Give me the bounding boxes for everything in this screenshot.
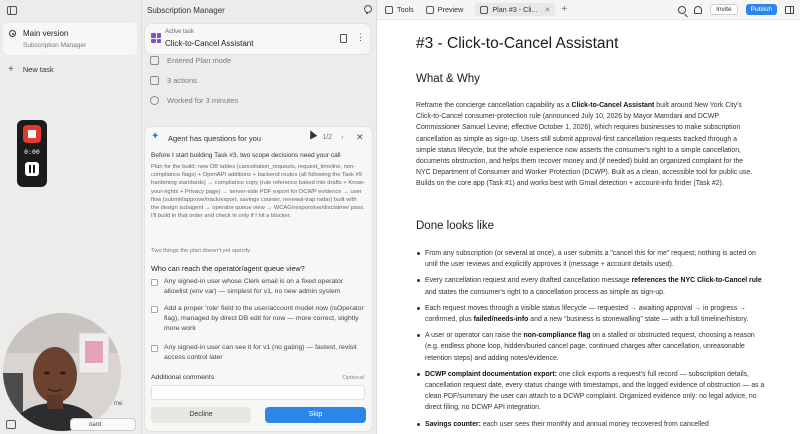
list-item <box>416 419 766 430</box>
questions-title: Agent has questions for you <box>168 133 261 143</box>
para-text: built around New York City's Click-to-Cancel consumer-protection rule (announced July 10, 2026 by Mayor Mamdani and DCWP Commissioner Samuel Levine; effective October 1, 2026), which requires businesses to make subscription cancellation as simple as sign-up. Users still submit approval-first cancellation requests tracked through a simple status lifecycle, but the whole experience now asserts the consumer's right to a simple cancellation, documents obstruction, and helps them recover money and (if needed) build an organized complaint for the NYC Department of Consumer and Worker Protection (DCWP). Built as a clean, accessible tool for public use. Builds on the core app (Task #1) and works best with Gmail detection + account-info finder (Task #2). <box>416 102 753 188</box>
item-text: each user sees their monthly and annual money recovered from cancelled <box>480 420 709 428</box>
plan-mode-icon <box>150 56 159 65</box>
left-sidebar <box>0 0 142 434</box>
item-text: and a new "business is stonewalling" state — with a full timeline/history. <box>528 316 749 324</box>
tools-label: Tools <box>397 5 414 14</box>
skip-button[interactable]: Skip <box>265 407 366 423</box>
para-bold: Click-to-Cancel Assistant <box>571 102 655 109</box>
para-text: Reframe the concierge cancellation capability as a <box>416 102 572 109</box>
list-item <box>416 303 766 325</box>
new-task-label: New task <box>22 65 54 74</box>
stop-recording-button[interactable] <box>23 125 41 143</box>
pause-recording-button[interactable] <box>25 162 39 176</box>
search-icon[interactable] <box>678 6 686 14</box>
item-text: Every cancellation request and every drafted cancellation message <box>425 277 632 285</box>
meta-label: Worked for 3 minutes <box>167 96 239 105</box>
meta-plan-mode <box>150 56 231 65</box>
questions-body <box>151 151 366 220</box>
checkbox[interactable] <box>151 279 158 286</box>
agent-sparkle-icon <box>151 133 161 143</box>
new-tab-icon[interactable]: + <box>561 4 568 15</box>
active-task-label: Active task <box>165 29 195 35</box>
close-tab-icon[interactable]: ✕ <box>544 6 551 14</box>
task-grid-icon <box>151 33 161 43</box>
version-subtitle: Subscription Manager <box>23 42 87 49</box>
tab-plan-3[interactable] <box>475 3 555 16</box>
checkbox[interactable] <box>151 345 158 352</box>
additional-comments-label: Additional comments <box>151 374 215 381</box>
radio-selected-icon <box>9 30 16 37</box>
document-icon <box>480 6 488 14</box>
option-label: Any signed-in user whose Clerk email is on a fixed operator allowlist (env var) — simplest for v1, no new admin system <box>164 278 344 295</box>
webcam-caption: me <box>114 401 123 407</box>
panel-layout-icon[interactable] <box>6 420 16 429</box>
optional-label: Optional <box>342 375 364 381</box>
list-item <box>416 330 766 364</box>
list-item <box>416 248 766 270</box>
tools-button[interactable] <box>385 5 414 14</box>
meta-worked <box>150 96 238 105</box>
tab-label: Plan #3 - Cli... <box>492 5 538 14</box>
monitor-icon <box>426 6 434 14</box>
option-role-field[interactable] <box>151 304 365 334</box>
side-panel-icon[interactable] <box>785 6 794 14</box>
new-task-button[interactable] <box>8 65 54 74</box>
done-heading: Done looks like <box>416 220 494 232</box>
prev-question-icon[interactable]: ‹ <box>311 134 314 141</box>
top-toolbar <box>377 0 800 20</box>
item-bold: non-compliance flag <box>523 332 591 340</box>
what-why-heading: What & Why <box>416 73 480 85</box>
what-why-paragraph <box>416 100 756 190</box>
notifications-icon[interactable] <box>694 6 702 14</box>
actions-icon <box>150 76 159 85</box>
plan-summary: Plan for the build: new DB tables (cancellation_requests, request_timeline, non-compliance flags) + OpenAPI additions + backend routes (all following the Task #9 hardening standards) → compliance copy (rule reference baked into drafts + Know-your-rights + Privacy page) → server-side PDF export for DCWP evidence → user flow (submit/approve/track/export, savings counter, renewal-trap radar) built with the design subagent → operator queue view → WCAG/responsive/disclaimer pass. I'll build in that order and check in only if I hit a blocker. <box>151 164 365 220</box>
toolbar-actions <box>678 4 794 15</box>
item-text: Each request moves through a visible status lifecycle — requested → awaiting approval → in progress → confirmed, plus <box>425 304 746 324</box>
item-text: A user or operator can raise the <box>425 332 524 340</box>
preview-label: Preview <box>437 5 464 14</box>
recording-timer: 0:00 <box>24 148 40 156</box>
plus-icon: + <box>8 63 14 75</box>
document-pane <box>376 0 800 434</box>
dashboard-button[interactable]: oard <box>70 418 136 431</box>
lightbulb-icon[interactable] <box>363 5 371 15</box>
next-question-icon[interactable]: › <box>341 134 344 141</box>
version-title: Main version <box>23 29 69 38</box>
item-bold: references the NYC Click-to-Cancel rule <box>631 277 762 285</box>
clock-icon <box>150 96 159 105</box>
list-item <box>416 369 766 414</box>
item-bold: DCWP complaint documentation export: <box>425 370 557 378</box>
sidebar-footer <box>0 416 142 434</box>
unspecified-note: Two things the plan doesn't yet specify: <box>151 248 252 254</box>
version-item[interactable] <box>3 23 137 55</box>
item-text: on a stalled or obstructed request, choosing a reason (e.g. endless phone loop, hidden/buried cancel page, continued charges after cancellation, unreasonable retention steps) and adding notes/evidence. <box>425 332 755 362</box>
project-title: Subscription Manager <box>147 5 225 15</box>
agent-questions-card <box>145 127 372 431</box>
sidebar-header <box>0 0 141 20</box>
meta-actions[interactable] <box>150 76 197 85</box>
webcam-image <box>3 313 121 431</box>
webcam-overlay <box>3 313 121 431</box>
preview-button[interactable] <box>426 5 464 14</box>
active-task-title: Click-to-Cancel Assistant <box>165 39 254 48</box>
task-panel-header <box>142 0 376 20</box>
page-indicator: 1/2 <box>322 134 333 141</box>
item-text: one click exports a request's full record — subscription details, cancellation request date, every status change with timestamps, and the logged evidence of obstruction — as a clean PDF/summary the user can attach to a DCWP complaint. Organized evidence only: no legal advice, no direct filing, no DCWP API integration. <box>425 370 765 412</box>
checkbox[interactable] <box>151 306 158 313</box>
more-options-icon[interactable]: ⋮ <box>356 32 365 42</box>
option-no-gating[interactable] <box>151 343 365 363</box>
item-bold: failed/needs-info <box>473 316 529 324</box>
decline-button[interactable]: Decline <box>151 407 251 423</box>
questions-lead: Before I start building Task #3, two scope decisions need your call <box>151 152 341 159</box>
item-text: and states the consumer's right to a cancellation process as simple as sign-up. <box>425 288 665 296</box>
additional-comments-input[interactable] <box>151 385 365 400</box>
question-text: Who can reach the operator/agent queue view? <box>151 264 305 273</box>
meta-label: 3 actions <box>167 76 198 85</box>
task-panel <box>142 0 376 434</box>
option-allowlist[interactable] <box>151 277 365 297</box>
wrench-icon <box>385 6 393 14</box>
meta-label: Entered Plan mode <box>167 56 232 65</box>
option-label: Add a proper 'role' field to the user/account model now (isOperator flag), managed by direct DB edit for now — more correct, slightly more work <box>164 305 364 332</box>
option-label: Any signed-in user can see it for v1 (no gating) — fastest, revisit access control later <box>164 344 357 361</box>
document-icon[interactable] <box>340 34 347 43</box>
list-item <box>416 275 766 297</box>
screen-recorder-widget <box>17 120 47 187</box>
questions-header <box>151 133 261 143</box>
item-bold: Savings counter: <box>425 420 481 428</box>
sidebar-toggle-icon[interactable] <box>7 6 17 15</box>
done-list <box>416 248 766 434</box>
document-title: #3 - Click-to-Cancel Assistant <box>416 35 619 52</box>
item-text: From any subscription (or several at once), a user submits a "cancel this for me" request; nothing is acted on until the user reviews and explicitly approves it (message + account details used). <box>425 250 756 269</box>
publish-button[interactable]: Publish <box>746 4 777 15</box>
close-icon[interactable]: ✕ <box>356 132 364 142</box>
invite-button[interactable]: Invite <box>710 4 738 15</box>
active-task-card[interactable] <box>145 24 370 54</box>
